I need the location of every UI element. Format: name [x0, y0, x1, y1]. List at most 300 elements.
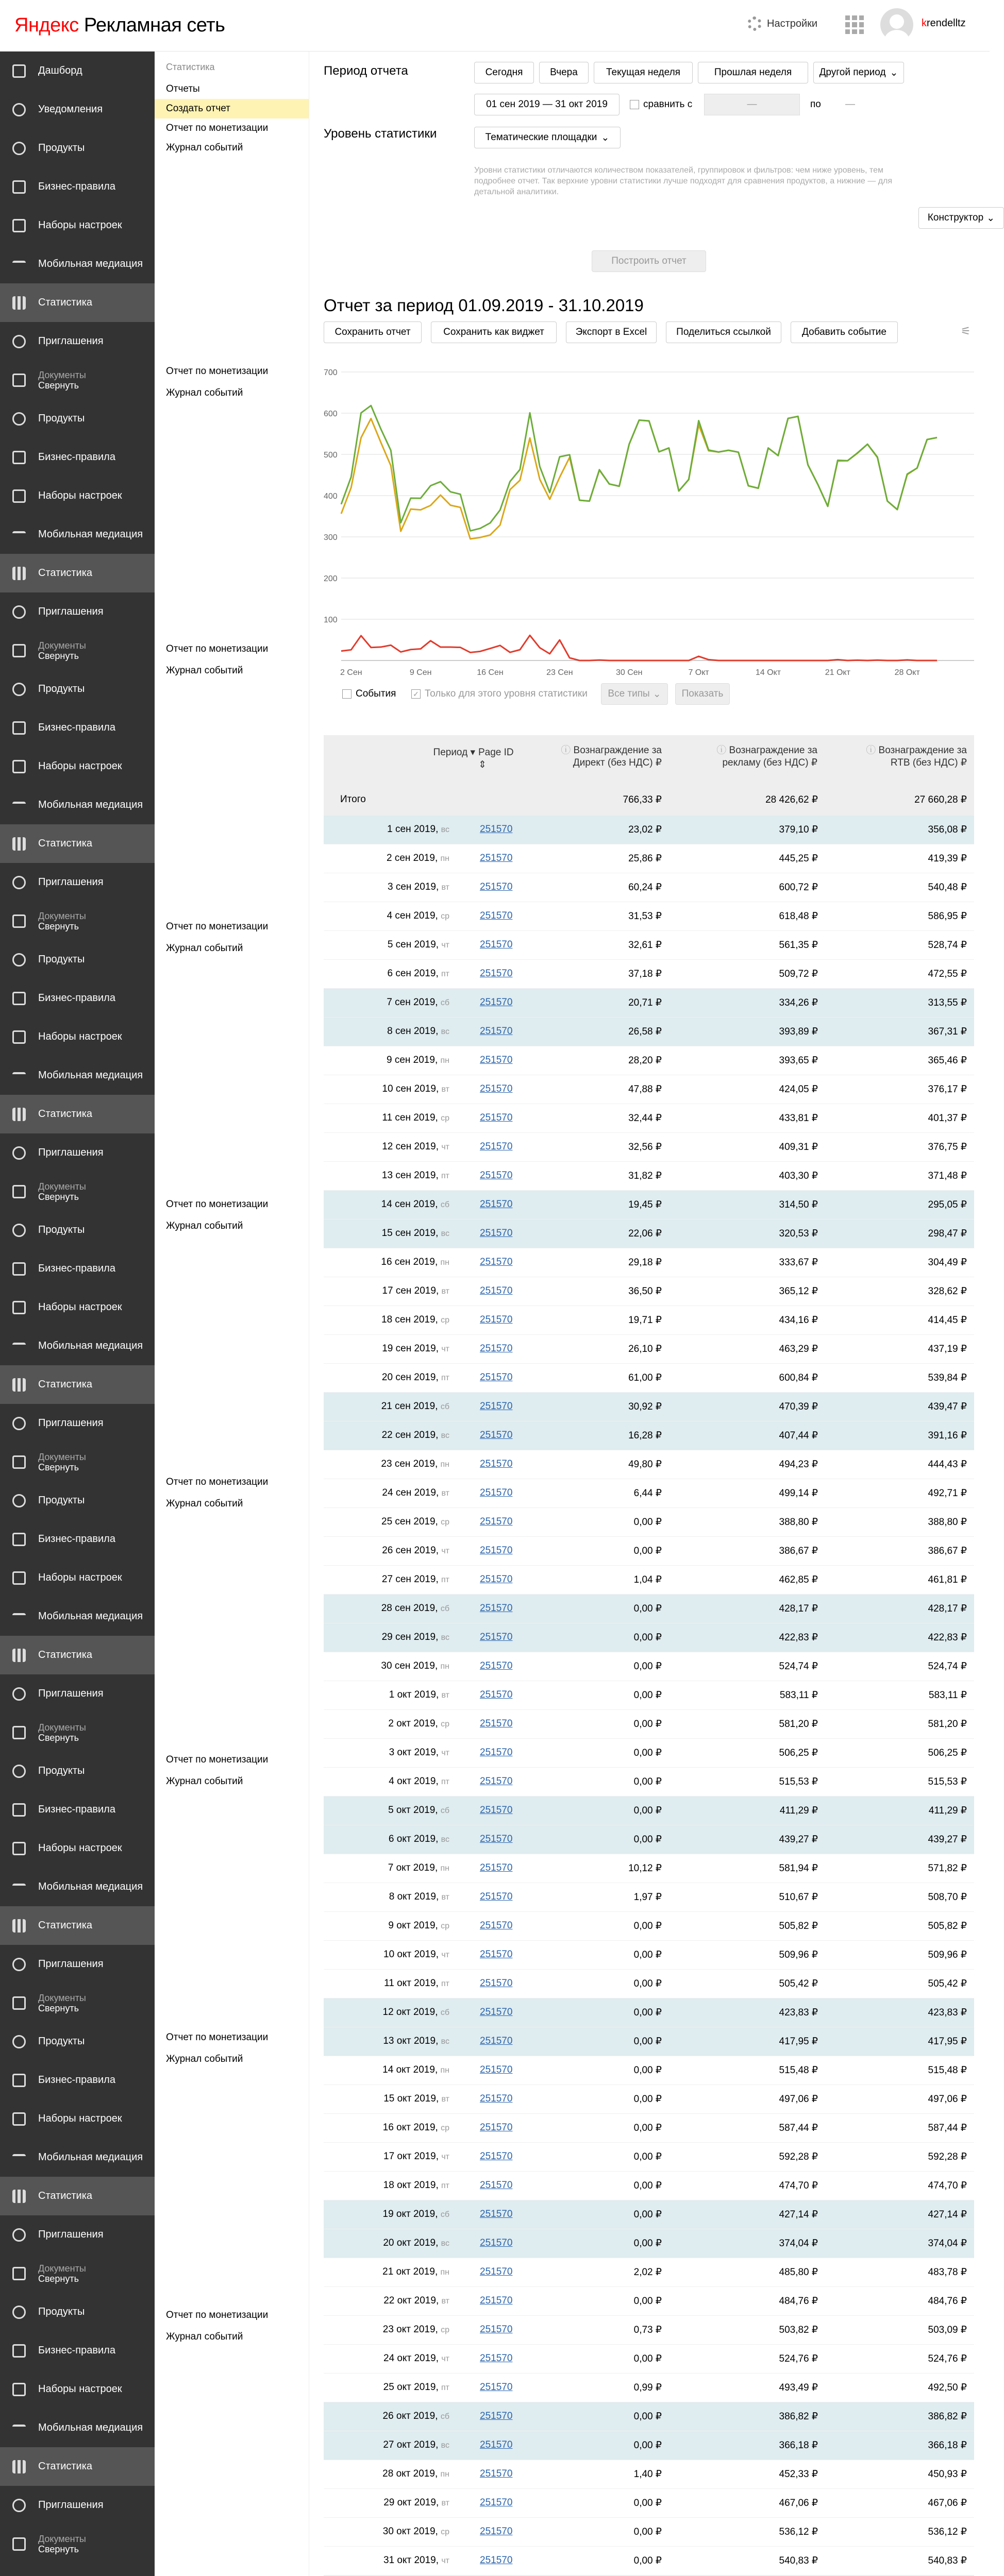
- row-rtb: 437,19 ₽: [928, 1344, 967, 1354]
- share-link-button[interactable]: Поделиться ссылкой: [666, 321, 781, 343]
- row-page-id-link[interactable]: 251570: [480, 2093, 513, 2104]
- row-page-id-link[interactable]: 251570: [480, 2468, 513, 2479]
- row-date: 28 сен 2019, сб: [381, 1603, 449, 1614]
- row-date: 25 сен 2019, ср: [381, 1516, 449, 1527]
- apps-grid-icon[interactable]: [845, 15, 864, 34]
- settings-link[interactable]: [747, 16, 817, 31]
- row-direct: 37,18 ₽: [628, 969, 662, 979]
- subnav-reports[interactable]: Отчеты: [166, 83, 200, 94]
- sidebar-item[interactable]: [0, 1713, 155, 1752]
- sidebar-item[interactable]: [0, 245, 155, 283]
- row-ads: 497,06 ₽: [779, 2094, 818, 2105]
- sidebar-item[interactable]: [0, 747, 155, 786]
- sidebar-item[interactable]: [0, 2215, 155, 2254]
- row-ads: 333,67 ₽: [779, 1257, 818, 1268]
- row-page-id-link[interactable]: 251570: [480, 1314, 513, 1325]
- row-page-id-link[interactable]: 251570: [480, 1920, 513, 1931]
- row-rtb: 419,39 ₽: [928, 853, 967, 864]
- row-direct: 0,00 ₽: [633, 1978, 662, 1989]
- row-direct: 0,00 ₽: [633, 2123, 662, 2133]
- row-page-id-link[interactable]: 251570: [480, 2209, 513, 2219]
- row-ads: 515,53 ₽: [779, 1776, 818, 1787]
- row-rtb: 472,55 ₽: [928, 969, 967, 979]
- products-icon: [12, 953, 26, 967]
- sidebar-item[interactable]: [0, 2254, 155, 2293]
- sidebar-item[interactable]: [0, 1288, 155, 1327]
- table-row: [324, 902, 974, 931]
- row-page-id-link[interactable]: 251570: [480, 2180, 513, 2191]
- presets-icon: [12, 2383, 26, 2396]
- sidebar-collapse-label[interactable]: Свернуть: [38, 2273, 79, 2284]
- mediation-icon: [12, 802, 26, 809]
- row-date: 23 сен 2019, пн: [381, 1459, 449, 1469]
- row-page-id-link[interactable]: 251570: [480, 2324, 513, 2335]
- mediation-icon: [12, 1884, 26, 1891]
- sidebar-item[interactable]: [0, 670, 155, 708]
- row-date: 26 окт 2019, сб: [382, 2411, 449, 2421]
- table-row: [324, 2489, 974, 2518]
- row-direct: 0,00 ₽: [633, 2065, 662, 2076]
- sidebar-item[interactable]: [0, 2022, 155, 2061]
- row-page-id-link[interactable]: 251570: [480, 1487, 513, 1498]
- sidebar-item[interactable]: [0, 1211, 155, 1249]
- col-rtb-header[interactable]: ⓘ Вознаграждение за RTB (без НДС) ₽: [866, 745, 967, 768]
- subnav-monetization-report-repeat[interactable]: Отчет по монетизации: [166, 2032, 269, 2043]
- sidebar-item[interactable]: [0, 708, 155, 747]
- row-page-id-link[interactable]: 251570: [480, 1516, 513, 1527]
- row-direct: 0,00 ₽: [633, 2498, 662, 2509]
- period-last-week-button[interactable]: Прошлая неделя: [698, 62, 808, 83]
- presets-icon: [12, 1571, 26, 1585]
- sidebar-item[interactable]: [0, 1404, 155, 1443]
- table-row: [324, 2229, 974, 2258]
- row-page-id-link[interactable]: 251570: [480, 1862, 513, 1873]
- row-rtb: 422,83 ₽: [928, 1632, 967, 1643]
- row-ads: 561,35 ₽: [779, 940, 818, 951]
- row-ads: 417,95 ₽: [779, 2036, 818, 2047]
- row-ads: 366,18 ₽: [779, 2440, 818, 2451]
- sidebar-item[interactable]: [0, 129, 155, 167]
- report-chart: [324, 361, 974, 680]
- sidebar-item[interactable]: [0, 322, 155, 361]
- sidebar-collapse-label[interactable]: Свернуть: [38, 2544, 79, 2554]
- row-direct: 0,99 ₽: [633, 2382, 662, 2393]
- row-page-id-link[interactable]: 251570: [480, 2555, 513, 2566]
- subnav-event-log-repeat[interactable]: Журнал событий: [166, 387, 243, 398]
- events-checkbox[interactable]: [342, 688, 396, 700]
- sidebar-docs-label: [38, 2263, 86, 2284]
- username[interactable]: krendelltz: [922, 18, 966, 29]
- table-row: [324, 1018, 974, 1046]
- row-direct: 32,61 ₽: [628, 940, 662, 951]
- sidebar-item[interactable]: [0, 1056, 155, 1095]
- row-page-id-link[interactable]: 251570: [480, 1055, 513, 1065]
- sidebar-item[interactable]: [0, 52, 155, 90]
- period-yesterday-button[interactable]: Вчера: [539, 62, 589, 83]
- row-page-id-link[interactable]: 251570: [480, 1343, 513, 1354]
- row-direct: 0,00 ₽: [633, 1632, 662, 1643]
- subnav-monetization-report-repeat[interactable]: Отчет по монетизации: [166, 921, 269, 932]
- filter-settings-icon[interactable]: ⚟: [961, 325, 971, 337]
- row-page-id-link[interactable]: 251570: [480, 1747, 513, 1758]
- sidebar-item[interactable]: [0, 1790, 155, 1829]
- row-page-id-link[interactable]: 251570: [480, 2151, 513, 2162]
- sidebar-item[interactable]: [0, 2099, 155, 2138]
- row-date: 9 окт 2019, ср: [388, 1920, 449, 1931]
- row-date: 6 окт 2019, вс: [388, 1834, 449, 1844]
- only-level-checkbox[interactable]: [411, 688, 588, 700]
- row-direct: 0,00 ₽: [633, 1690, 662, 1701]
- sidebar-item[interactable]: [0, 786, 155, 824]
- sidebar-item[interactable]: [0, 592, 155, 631]
- sidebar-item[interactable]: [0, 90, 155, 129]
- col-ads-header[interactable]: ⓘ Вознаграждение за рекламу (без НДС) ₽: [716, 745, 817, 768]
- save-report-button[interactable]: Сохранить отчет: [324, 321, 422, 343]
- sidebar-collapse-label[interactable]: Свернуть: [38, 1462, 79, 1472]
- sidebar-item[interactable]: [0, 863, 155, 902]
- sidebar-item[interactable]: [0, 2177, 155, 2215]
- row-date: 17 сен 2019, вт: [382, 1285, 449, 1296]
- row-date: 6 сен 2019, пт: [387, 968, 449, 979]
- table-row: [324, 960, 974, 989]
- row-direct: 29,18 ₽: [628, 1257, 662, 1268]
- row-page-id-link[interactable]: 251570: [480, 1372, 513, 1383]
- row-page-id-link[interactable]: 251570: [480, 2036, 513, 2046]
- period-today-button[interactable]: Сегодня: [474, 62, 534, 83]
- period-other-button[interactable]: [813, 62, 904, 83]
- row-page-id-link[interactable]: 251570: [480, 1083, 513, 1094]
- subnav-create-report[interactable]: Создать отчет: [155, 99, 309, 118]
- compare-label: сравнить с: [643, 99, 693, 110]
- subnav-monetization-report-repeat[interactable]: Отчет по монетизации: [166, 1754, 269, 1765]
- header: [0, 0, 990, 52]
- sidebar-docs-label: [38, 640, 86, 661]
- row-page-id-link[interactable]: 251570: [480, 1574, 513, 1585]
- report-title: Отчет за период 01.09.2019 - 31.10.2019: [324, 296, 644, 315]
- products-icon: [12, 1765, 26, 1778]
- sidebar-item[interactable]: [0, 1636, 155, 1674]
- table-row: [324, 1970, 974, 1998]
- col-pageid-header[interactable]: Page ID ⇕: [478, 747, 514, 770]
- row-page-id-link[interactable]: 251570: [480, 997, 513, 1008]
- sidebar-item[interactable]: [0, 1172, 155, 1211]
- row-page-id-link[interactable]: 251570: [480, 1228, 513, 1239]
- sidebar-item[interactable]: [0, 2370, 155, 2409]
- y-tick-label: 600: [324, 410, 338, 418]
- sidebar-item[interactable]: [0, 1945, 155, 1984]
- subnav-monetization-report-repeat[interactable]: Отчет по монетизации: [166, 2310, 269, 2320]
- row-ads: 424,05 ₽: [779, 1084, 818, 1095]
- row-page-id-link[interactable]: 251570: [480, 939, 513, 950]
- row-ads: 515,48 ₽: [779, 2065, 818, 2076]
- row-page-id-link[interactable]: 251570: [480, 2007, 513, 2018]
- row-ads: 505,42 ₽: [779, 1978, 818, 1989]
- row-page-id-link[interactable]: 251570: [480, 882, 513, 892]
- row-page-id-link[interactable]: 251570: [480, 1949, 513, 1960]
- row-page-id-link[interactable]: 251570: [480, 2411, 513, 2421]
- row-page-id-link[interactable]: 251570: [480, 1141, 513, 1152]
- subnav-event-log-repeat[interactable]: Журнал событий: [166, 943, 243, 954]
- compare-from-field[interactable]: —: [704, 94, 800, 115]
- sidebar-item[interactable]: [0, 1443, 155, 1481]
- sidebar-collapse-label[interactable]: Свернуть: [38, 1732, 79, 1743]
- y-tick-label: 200: [324, 574, 338, 583]
- sidebar-item[interactable]: [0, 2293, 155, 2331]
- sidebar-item-label: Мобильная медиация: [38, 1340, 143, 1351]
- sidebar-item[interactable]: [0, 1095, 155, 1133]
- invite-icon: [12, 1687, 26, 1701]
- sidebar-item[interactable]: [0, 283, 155, 322]
- sidebar-item-label: Дашборд: [38, 65, 82, 76]
- subnav-event-log-repeat[interactable]: Журнал событий: [166, 1221, 243, 1231]
- level-label: Уровень статистики: [324, 127, 437, 141]
- row-ads: 484,76 ₽: [779, 2296, 818, 2307]
- invite-icon: [12, 2228, 26, 2242]
- row-page-id-link[interactable]: 251570: [480, 1603, 513, 1614]
- row-ads: 428,17 ₽: [779, 1603, 818, 1614]
- sidebar-item[interactable]: [0, 1327, 155, 1365]
- row-page-id-link[interactable]: 251570: [480, 1660, 513, 1671]
- sidebar-item[interactable]: [0, 361, 155, 399]
- sidebar-item-label: Бизнес-правила: [38, 722, 115, 733]
- date-range-picker[interactable]: 01 сен 2019 — 31 окт 2019: [474, 94, 620, 115]
- sidebar-item[interactable]: [0, 1481, 155, 1520]
- row-page-id-link[interactable]: 251570: [480, 1834, 513, 1844]
- sidebar-item[interactable]: [0, 2409, 155, 2447]
- subnav-event-log-repeat[interactable]: Журнал событий: [166, 2331, 243, 2342]
- row-page-id-link[interactable]: 251570: [480, 910, 513, 921]
- products-icon: [12, 1224, 26, 1237]
- sidebar-item-label: Документы: [38, 369, 86, 380]
- subnav-event-log-repeat[interactable]: Журнал событий: [166, 665, 243, 676]
- row-page-id-link[interactable]: 251570: [480, 1805, 513, 1816]
- docs-icon: [12, 644, 26, 657]
- row-page-id-link[interactable]: 251570: [480, 2064, 513, 2075]
- row-rtb: 474,70 ₽: [928, 2180, 967, 2191]
- sidebar-item[interactable]: [0, 1597, 155, 1636]
- row-page-id-link[interactable]: 251570: [480, 1401, 513, 1412]
- row-page-id-link[interactable]: 251570: [480, 1285, 513, 1296]
- event-types-select[interactable]: [601, 683, 668, 705]
- sidebar-collapse-label[interactable]: Свернуть: [38, 2003, 79, 2013]
- rules-icon: [12, 1803, 26, 1817]
- invite-icon: [12, 876, 26, 889]
- logo[interactable]: [14, 14, 225, 37]
- row-page-id-link[interactable]: 251570: [480, 1170, 513, 1181]
- add-event-button[interactable]: Добавить событие: [791, 321, 898, 343]
- chevron-down-icon: ⌄: [601, 132, 610, 143]
- sidebar-item[interactable]: [0, 1752, 155, 1790]
- subnav-monetization-report-repeat[interactable]: Отчет по монетизации: [166, 1477, 269, 1487]
- row-page-id-link[interactable]: 251570: [480, 2122, 513, 2133]
- level-note: Уровни статистики отличаются количеством показателей, группировок и фильтров: чем ниже уровень, тем подробнее отчет. Так верхние уровни статистики лучше подходят для сравнения продуктов, а нижние — для детальной аналитики.: [474, 166, 893, 196]
- sidebar-item[interactable]: [0, 1249, 155, 1288]
- table-row: [324, 1075, 974, 1104]
- compare-to-field[interactable]: —: [845, 99, 855, 110]
- row-page-id-link[interactable]: 251570: [480, 2439, 513, 2450]
- compare-checkbox-box[interactable]: [630, 100, 639, 109]
- presets-icon: [12, 489, 26, 503]
- subnav-monetization-report[interactable]: Отчет по монетизации: [166, 123, 269, 133]
- export-excel-button[interactable]: Экспорт в Excel: [566, 321, 657, 343]
- events-checkbox-box[interactable]: [342, 689, 352, 699]
- dashboard-icon: [12, 64, 26, 78]
- sidebar-item[interactable]: [0, 1984, 155, 2022]
- only-level-checkbox-box[interactable]: ✓: [411, 689, 421, 699]
- sidebar-item[interactable]: [0, 2447, 155, 2486]
- row-page-id-link[interactable]: 251570: [480, 1718, 513, 1729]
- row-page-id-link[interactable]: 251570: [480, 2295, 513, 2306]
- sidebar-item[interactable]: [0, 1674, 155, 1713]
- sidebar-docs-label: [38, 911, 86, 931]
- row-date: 26 сен 2019, чт: [382, 1545, 449, 1556]
- sidebar-item[interactable]: [0, 167, 155, 206]
- sidebar-item[interactable]: [0, 1133, 155, 1172]
- row-date: 12 окт 2019, сб: [382, 2007, 449, 2018]
- row-rtb: 376,17 ₽: [928, 1084, 967, 1095]
- sidebar-item[interactable]: [0, 940, 155, 979]
- row-page-id-link[interactable]: 251570: [480, 1776, 513, 1787]
- save-as-widget-button[interactable]: Сохранить как виджет: [431, 321, 557, 343]
- row-ads: 474,70 ₽: [779, 2180, 818, 2191]
- row-page-id-link[interactable]: 251570: [480, 1430, 513, 1440]
- row-page-id-link[interactable]: 251570: [480, 1459, 513, 1469]
- sidebar-collapse-label[interactable]: Свернуть: [38, 1191, 79, 1202]
- sidebar-collapse-label[interactable]: Свернуть: [38, 921, 79, 931]
- statistics-icon: [12, 837, 26, 851]
- row-page-id-link[interactable]: 251570: [480, 2382, 513, 2393]
- row-ads: 618,48 ₽: [779, 911, 818, 922]
- sidebar-item[interactable]: [0, 1558, 155, 1597]
- event-types-value: Все типы: [608, 688, 650, 699]
- subnav-monetization-report-repeat[interactable]: Отчет по монетизации: [166, 366, 269, 377]
- row-rtb: 423,83 ₽: [928, 2007, 967, 2018]
- products-icon: [12, 1494, 26, 1507]
- sidebar-item[interactable]: [0, 399, 155, 438]
- row-page-id-link[interactable]: 251570: [480, 2353, 513, 2364]
- row-page-id-link[interactable]: 251570: [480, 853, 513, 863]
- products-icon: [12, 2306, 26, 2319]
- row-date: 22 окт 2019, вт: [383, 2295, 449, 2306]
- mediation-icon: [12, 531, 26, 538]
- row-page-id-link[interactable]: 251570: [480, 824, 513, 835]
- level-select[interactable]: [474, 127, 621, 148]
- row-date: 10 окт 2019, чт: [383, 1949, 449, 1960]
- products-icon: [12, 142, 26, 155]
- table-row: [324, 1739, 974, 1768]
- subnav-event-log-repeat[interactable]: Журнал событий: [166, 1776, 243, 1787]
- compare-checkbox[interactable]: [630, 99, 692, 110]
- row-rtb: 365,46 ₽: [928, 1055, 967, 1066]
- sidebar-collapse-label[interactable]: Свернуть: [38, 650, 79, 661]
- statistics-icon: [12, 1378, 26, 1392]
- sidebar-item[interactable]: [0, 477, 155, 515]
- subnav-monetization-report-repeat[interactable]: Отчет по монетизации: [166, 643, 269, 654]
- row-page-id-link[interactable]: 251570: [480, 1978, 513, 1989]
- statistics-icon: [12, 1919, 26, 1933]
- sidebar-item[interactable]: [0, 2331, 155, 2370]
- row-date: 21 сен 2019, сб: [381, 1401, 449, 1412]
- sidebar-item[interactable]: [0, 1520, 155, 1558]
- show-events-button[interactable]: Показать: [675, 683, 730, 705]
- sidebar-item[interactable]: [0, 631, 155, 670]
- table-row: [324, 1623, 974, 1652]
- row-page-id-link[interactable]: 251570: [480, 1257, 513, 1267]
- row-ads: 439,27 ₽: [779, 1834, 818, 1845]
- row-page-id-link[interactable]: 251570: [480, 1199, 513, 1210]
- subnav-event-log-repeat[interactable]: Журнал событий: [166, 1498, 243, 1509]
- row-rtb: 411,29 ₽: [928, 1805, 967, 1816]
- sidebar-item[interactable]: [0, 1868, 155, 1906]
- row-rtb: 374,04 ₽: [928, 2238, 967, 2249]
- sidebar-item[interactable]: [0, 2524, 155, 2563]
- row-rtb: 508,70 ₽: [928, 1892, 967, 1903]
- period-current-week-button[interactable]: Текущая неделя: [594, 62, 693, 83]
- sidebar-item[interactable]: [0, 515, 155, 554]
- subnav-monetization-report-repeat[interactable]: Отчет по монетизации: [166, 1199, 269, 1210]
- row-direct: 0,00 ₽: [633, 1776, 662, 1787]
- sidebar-item[interactable]: [0, 1018, 155, 1056]
- sidebar-item[interactable]: [0, 979, 155, 1018]
- col-period-header[interactable]: Период ▾: [433, 747, 475, 758]
- presets-icon: [12, 1842, 26, 1855]
- row-page-id-link[interactable]: 251570: [480, 1112, 513, 1123]
- x-tick-label: 9 Сен: [409, 668, 432, 677]
- sidebar-item-label: Статистика: [38, 838, 93, 849]
- row-page-id-link[interactable]: 251570: [480, 2526, 513, 2537]
- subnav-event-log-repeat[interactable]: Журнал событий: [166, 2054, 243, 2064]
- row-page-id-link[interactable]: 251570: [480, 968, 513, 979]
- sidebar-collapse-label[interactable]: Свернуть: [38, 380, 79, 391]
- table-row: [324, 1219, 974, 1248]
- row-rtb: 376,75 ₽: [928, 1142, 967, 1153]
- sidebar-item[interactable]: [0, 438, 155, 477]
- row-page-id-link[interactable]: 251570: [480, 1689, 513, 1700]
- sidebar-item[interactable]: [0, 824, 155, 863]
- sidebar-item[interactable]: [0, 1906, 155, 1945]
- sidebar-item[interactable]: [0, 902, 155, 940]
- sidebar-item[interactable]: [0, 1829, 155, 1868]
- row-page-id-link[interactable]: 251570: [480, 1891, 513, 1902]
- sidebar-item[interactable]: [0, 206, 155, 245]
- row-page-id-link[interactable]: 251570: [480, 1545, 513, 1556]
- build-report-button[interactable]: Построить отчет: [592, 250, 706, 272]
- sidebar-item[interactable]: [0, 2061, 155, 2099]
- constructor-button[interactable]: [918, 207, 1004, 229]
- docs-icon: [12, 1726, 26, 1739]
- row-direct: 1,97 ₽: [633, 1892, 662, 1903]
- row-date: 2 окт 2019, ср: [388, 1718, 449, 1729]
- row-direct: 0,00 ₽: [633, 1805, 662, 1816]
- row-page-id-link[interactable]: 251570: [480, 1026, 513, 1037]
- row-rtb: 356,08 ₽: [928, 824, 967, 835]
- avatar[interactable]: [880, 8, 913, 41]
- row-rtb: 313,55 ₽: [928, 997, 967, 1008]
- row-rtb: 367,31 ₽: [928, 1026, 967, 1037]
- sidebar-item[interactable]: [0, 2486, 155, 2524]
- row-page-id-link[interactable]: 251570: [480, 2497, 513, 2508]
- subnav-event-log[interactable]: Журнал событий: [166, 142, 243, 153]
- col-direct-header[interactable]: ⓘ Вознаграждение за Директ (без НДС) ₽: [561, 745, 662, 768]
- row-page-id-link[interactable]: 251570: [480, 1632, 513, 1642]
- sidebar-item[interactable]: [0, 554, 155, 592]
- row-page-id-link[interactable]: 251570: [480, 2238, 513, 2248]
- row-date: 14 окт 2019, пн: [382, 2064, 449, 2075]
- sidebar-docs-label: [38, 1722, 86, 1743]
- sidebar-item[interactable]: [0, 2138, 155, 2177]
- sidebar-item[interactable]: [0, 1365, 155, 1404]
- row-page-id-link[interactable]: 251570: [480, 2266, 513, 2277]
